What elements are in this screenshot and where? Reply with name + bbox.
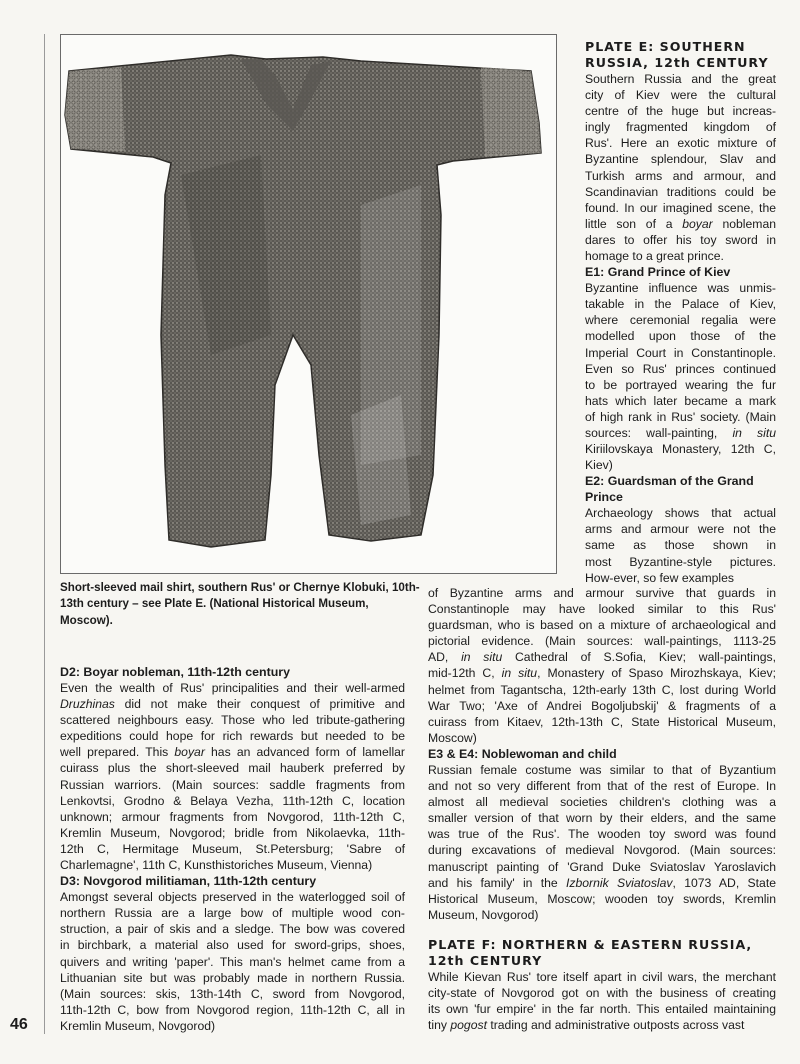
text-line: was true of the Rus'. The wooden toy sword was found (428, 827, 776, 842)
text-line: expeditions could hope for rich rewards but needed to be (60, 729, 405, 744)
e2-text-wide (428, 585, 776, 746)
e3-title: E3 & E4: Noblewoman and child (428, 746, 617, 761)
text-line: during excavations of medieval Novgorod. (Main sources: (428, 843, 776, 858)
text-line: Lithuanian site but was probably made in northern Russia. (60, 970, 405, 985)
text-line: Constantinople may have looked similar to this Rus' (428, 602, 776, 617)
text-line: Archaeology shows that actual (585, 506, 776, 521)
text-line: unknown; armour fragments from Novgorod, 11th-12th C, (60, 809, 405, 824)
text-line: cuirass plus the short-sleeved mail hauberk preferred by (60, 761, 405, 776)
text-line: its own 'fur empire' in the far north. This entailed maintaining (428, 1002, 776, 1017)
mail-shirt-image (61, 35, 557, 574)
mail-shirt-photo (60, 34, 557, 574)
text-line: Kremlin Museum, Novgorod) (60, 1018, 216, 1033)
left-column (60, 664, 405, 1034)
text-line: and his family' in the Izbornik Sviatoslav, 1073 AD, State (428, 875, 777, 890)
text-line: of Byzantine arms and armour survive that guards in (428, 586, 776, 600)
text-line: hats which later became a mark (585, 393, 776, 408)
text-line: Southern Russia and the great (585, 72, 776, 86)
text-line: cuirass from Kitaev, 12th-13th C, State Historical Museum, (428, 714, 776, 729)
e1-text (585, 280, 776, 473)
text-line: city-state of Novgorod got on with the business of creating (428, 985, 776, 1000)
text-line: Byzantine influence was unmis- (585, 281, 776, 296)
text-line: where ceremonial regalia were (585, 313, 776, 328)
text-line: well prepared. This boyar has an advanced form of lamellar (60, 745, 405, 760)
text-line: 11th-12th C, bow from Novgorod region, 11th-12th C, all in (60, 1002, 405, 1017)
text-line: arms and armour were not the (585, 522, 776, 537)
d3-text (60, 889, 405, 1034)
text-line: manuscript painting of 'Grand Duke Sviatoslav Yaroslavich (428, 859, 776, 874)
plate-f-text (428, 969, 776, 1033)
text-line: Even the wealth of Rus' principalities and their well-armed (60, 681, 405, 695)
text-line: AD, in situ Cathedral of S.Sofia, Kiev; wall-paintings, (428, 650, 776, 665)
plate-e-title-line: PLATE E: SOUTHERN (585, 39, 746, 54)
text-line: While Kievan Rus' tore itself apart in civil wars, the merchant (428, 969, 776, 984)
page-number: 46 (10, 1016, 28, 1033)
d3-title: D3: Novgorod militiaman, 11th-12th century (60, 874, 317, 889)
d2-title: D2: Boyar nobleman, 11th-12th century (60, 665, 290, 679)
text-line: Museum, Novgorod) (428, 907, 539, 922)
text-line: to be portrayed wearing the fur (585, 377, 776, 392)
text-line: How-ever, so few examples (585, 570, 735, 585)
plate-e-intro (585, 71, 776, 264)
text-line: takable in the Palace of Kiev, (585, 297, 776, 312)
figure-caption: Short-sleeved mail shirt, southern Rus' or Chernye Klobuki, 10th-13th century – see Plate E. (National Historical Museum, Moscow). (60, 581, 420, 627)
text-line: centre of the huge but increas- (585, 104, 776, 119)
plate-f-title (428, 937, 776, 969)
text-line: little son of a boyar nobleman (585, 216, 777, 231)
text-line: Scandinavian traditions could be (585, 184, 776, 199)
text-line: pictorial evidence. (Main sources: wall-paintings, 1113-25 (428, 634, 776, 649)
text-line: in birchbark, a material also used for sword-grips, shoes, (60, 938, 405, 953)
text-line: Amongst several objects preserved in the waterlogged soil of (60, 890, 405, 905)
text-line: Russian warriors. (Main sources: saddle fragments from (60, 777, 405, 792)
text-line: War Two; 'Axe of Andrei Bogoljubskij' & fragments of a (428, 698, 776, 713)
text-line: Druzhinas did not make their conquest of primitive and (60, 697, 405, 712)
text-line: ingly fragmented kingdom of (585, 120, 776, 135)
text-line: Turkish arms and armour, and (585, 168, 776, 183)
e2-text-narrow (585, 505, 776, 585)
text-line: found. In our imagined scene, the (585, 200, 776, 215)
text-line: quivers and writing 'paper'. This man's helmet came from a (60, 954, 405, 969)
plate-e-title-line: RUSSIA, 12th CENTURY (585, 55, 769, 70)
text-line: Historical Museum, Moscow; wooden toy swords, Kremlin (428, 891, 776, 906)
text-line: Kiev) (585, 458, 613, 473)
text-line: scattered neighbours easy. Those who led tribute-gathering (60, 713, 405, 728)
text-line: Russian female costume was similar to that of Byzantium (428, 762, 776, 777)
text-line: Even so Rus' princes continued (585, 361, 776, 376)
text-line: sources: wall-painting, in situ (585, 425, 777, 440)
right-wide-column (428, 585, 776, 1033)
text-line: of high rank in Rus' society. (Main (585, 409, 776, 424)
text-line: Rus'. Here an exotic mixture of (585, 136, 776, 151)
plate-e-title (585, 39, 785, 71)
text-line: Imperial Court in Constantinople. (585, 345, 776, 360)
d2-text (60, 680, 405, 873)
text-line: tiny pogost trading and administrative outposts across vast (428, 1018, 745, 1033)
e1-title: E1: Grand Prince of Kiev (585, 265, 731, 280)
text-line: homage to a great prince. (585, 249, 724, 264)
text-line: smaller version of that worn by their elders, and the same (428, 811, 776, 826)
text-line: city of Kiev were the cultural (585, 88, 776, 103)
text-line: Kremlin Museum, Novgorod; bridle from Nikolaevka, 11th- (60, 825, 405, 840)
text-line: Kiriilovskaya Monastery, 12th C, (585, 442, 776, 457)
text-line: Charlemagne', 11th C, Kunsthistoriches Museum, Vienna) (60, 858, 373, 873)
text-line: Lenkovtsi, Grodno & Belaya Vezha, 11th-12th C, location (60, 793, 405, 808)
plate-f-title-line: 12th CENTURY (428, 952, 543, 968)
text-line: almost all medieval societies children's clothing was a (428, 795, 776, 810)
text-line: (Main sources: skis, 13th-14th C, sword from Novgorod, (60, 986, 405, 1001)
e3-text (428, 762, 776, 923)
e2-title (585, 473, 776, 505)
text-line: Moscow) (428, 730, 477, 745)
text-line: helmet from Tagantscha, 12th-early 13th C, lost during World (428, 682, 776, 697)
text-line: modelled upon those of the (585, 329, 776, 344)
text-line: same as those shown in (585, 538, 776, 553)
text-line: dares to offer his toy sword in (585, 232, 776, 247)
text-line: 12th C, Hermitage Museum, St.Petersburg; 'Sabre of (60, 841, 405, 856)
text-line: most Byzantine-style pictures. (585, 554, 776, 569)
text-line: Byzantine splendour, Slav and (585, 152, 776, 167)
text-line: mid-12th C, in situ, Monastery of Spaso Mirozhskaya, Kiev; (428, 666, 777, 681)
margin-rule (44, 34, 45, 1034)
text-line: and not so very different from that of the rest of Europe. In (428, 779, 776, 794)
text-line: guardsman, who is based on a mixture of archaeological and (428, 618, 776, 633)
text-line: struction, a pair of skis and a sledge. The bow was covered (60, 922, 405, 937)
plate-f-title-line: PLATE F: NORTHERN & EASTERN RUSSIA, (428, 936, 753, 952)
text-line: northern Russia are a large bow of multiple wood con- (60, 906, 405, 921)
right-narrow-column (585, 71, 776, 586)
e2-title-line: E2: Guardsman of the Grand (585, 474, 754, 489)
e2-title-line: Prince (585, 490, 623, 505)
